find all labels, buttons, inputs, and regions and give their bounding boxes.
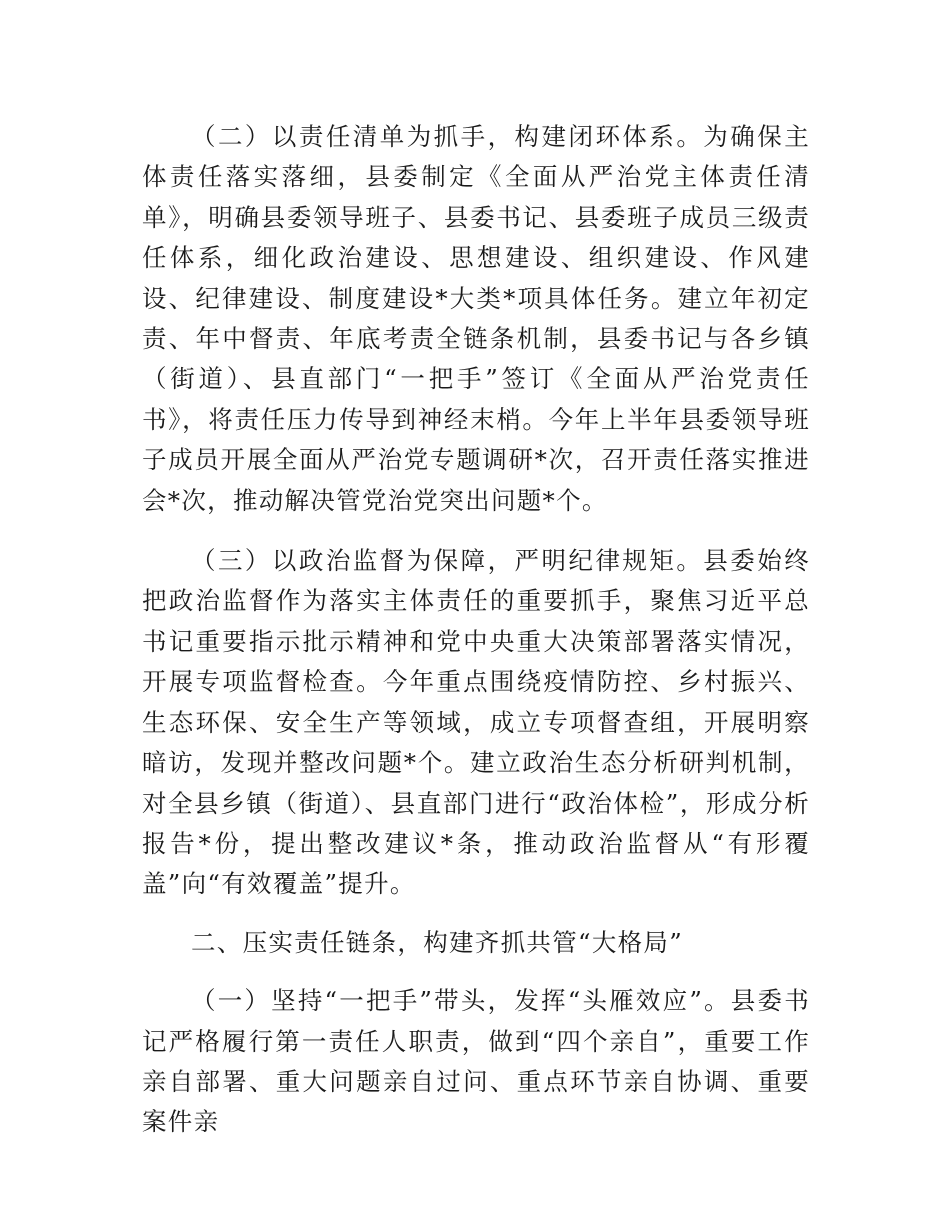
document-page [142, 117, 810, 1143]
section-heading: 二、压实责任链条，构建齐抓共管“大格局” [191, 927, 684, 957]
paragraph-spacer [142, 521, 810, 541]
paragraph-spacer [142, 905, 810, 923]
paragraph-leader-example: （一）坚持“一把手”带头，发挥“头雁效应”。县委书记严格履行第一责任人职责，做到“四个亲自”，重要工作亲自部署、重大问题亲自过问、重点环节亲自协调、重要案件亲 [142, 986, 810, 1137]
paragraph-spacer [142, 963, 810, 981]
paragraph-responsibility-list: （二）以责任清单为抓手，构建闭环体系。为确保主体责任落实落细，县委制定《全面从严治党主体责任清单》，明确县委领导班子、县委书记、县委班子成员三级责任体系，细化政治建设、思想建设、组织建设、作风建设、纪律建设、制度建设*大类*项具体任务。建立年初定责、年中督责、年底考责全链条机制，县委书记与各乡镇（街道）、县直部门“一把手”签订《全面从严治党责任书》，将责任压力传导到神经末梢。今年上半年县委领导班子成员开展全面从严治党专题调研*次，召开责任落实推进会*次，推动解决管党治党突出问题*个。 [142, 122, 810, 515]
paragraph-political-supervision: （三）以政治监督为保障，严明纪律规矩。县委始终把政治监督作为落实主体责任的重要抓手，聚焦习近平总书记重要指示批示精神和党中央重大决策部署落实情况，开展专项监督检查。今年重点围绕疫情防控、乡村振兴、生态环保、安全生产等领域，成立专项督查组，开展明察暗访，发现并整改问题*个。建立政治生态分析研判机制，对全县乡镇（街道）、县直部门进行“政治体检”，形成分析报告*份，提出整改建议*条，推动政治监督从“有形覆盖”向“有效覆盖”提升。 [142, 546, 810, 899]
